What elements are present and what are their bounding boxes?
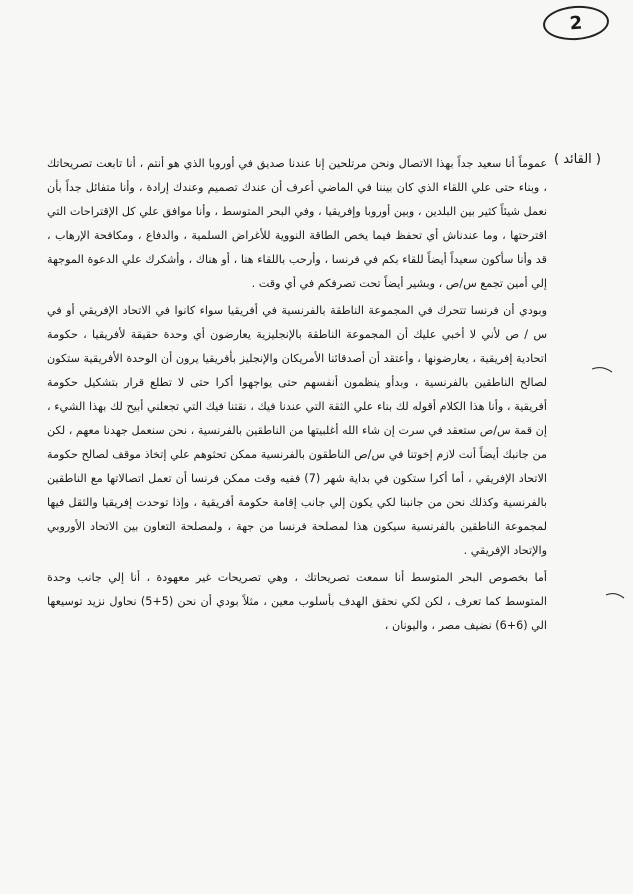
margin-pen-mark bbox=[604, 592, 626, 602]
paragraph-1: عموماً أنا سعيد جداً بهذا الاتصال ونحن مرتلحين إنا عندنا صديق في أوروبا الذي هو أنتم ، أنا تابعت تصريحاتك ، وبناء حتى علي اللقاء الذي كان بيننا في الماضي أعرف أن عندك تصميم وعندك إرادة ، وأنا متفائل جداً بأن نعمل شيئاً كثير بين البلدين ، وبين أوروبا وإفريقيا ، وفي البحر المتوسط ، وأنا موافق علي كل الإقتراحات التي اقترحتها ، وما عندناش أي تحفظ فيما يخص الطاقة النووية للأغراض السلمية ، والدفاع ، ومكافحة الإرهاب ، قد وأنا سأكون سعيداً أيضاً للقاء بكم في فرنسا ، وأرحب باللقاء هنا ، أو هناك ، وأشكرك علي الدعوة الموجهة إلي أمين تجمع س/ص ، وبشير أيضاً تحت تصرفكم في أي وقت . bbox=[47, 157, 547, 290]
margin-pen-mark bbox=[590, 366, 614, 376]
page-number: 2 bbox=[569, 12, 583, 34]
paragraph-3: أما بخصوص البحر المتوسط أنا سمعت تصريحاتك ، وهي تصريحات غير معهودة ، أنا إلي جانب وحدة المتوسط كما تعرف ، لكن لكي نحقق الهدف بأسلوب معين ، مثلاً بودي أن نحن (5+5) نحاول نزيد توسيعها الي (6+6) نضيف مصر ، واليونان ، bbox=[47, 571, 548, 633]
speaker-label: ( القائد ) bbox=[554, 152, 601, 167]
document-body bbox=[47, 152, 547, 638]
paragraph-2: وبودي أن فرنسا تتحرك في المجموعة الناطقة بالفرنسية في أفريقيا سواء كانوا في الاتحاد الإفريقي أو في س / ص لأني لا أخبي عليك أن المجموعة الناطقة بالإنجليزية يعارضون أي وحدة حقيقة لأفريقيا ، حكومة اتحادية إفريقية ، يعارضونها ، وأعتقد أن أصدقائنا الأمريكان والإنجليز بأفريقيا يرون أن الوحدة الأفريقية ستكون لصالح الناطقين بالفرنسية ، وبدأو ينظمون أنفسهم حتى يواجهوا أكرا حتى لا تطلع قرار بتشكيل حكومة أفريقية ، وأنا هذا الكلام أقوله لك بناء علي الثقة التي عندنا فيك ، نقتنا فيك التي تجعلني أبيح لك بهذا الشيء ، إن قمة س/ص ستعقد في سرت إن شاء الله أغلبيتها من الناطقين بالفرنسية ، نحن سنعمل جهدنا معهم ، لكن من جانبك أيضاً أنت لازم إخوتنا في س/ص الناطقون بالفرنسية ممكن تحثوهم علي إتخاذ موقف لصالح حكومة الاتحاد الإفريقي ، أما أكرا ستكون في بداية شهر (7) ففيه وقت ممكن فرنسا أن تعمل اتصالاتها مع الناطقين بالفرنسية وكذلك نحن من جانبنا لكي يكون إلي جانب إقامة حكومة أفريقية ، وإذا توحدت إفريقيا والثقل فيها لمجموعة الناطقين بالفرنسية سيكون هذا لمصلحة فرنسا من جهة ، ولمصلحة التعاون بين الاتحاد الأوروبي والإتحاد الإفريقي . bbox=[47, 304, 547, 557]
page-number-circle bbox=[542, 4, 610, 43]
